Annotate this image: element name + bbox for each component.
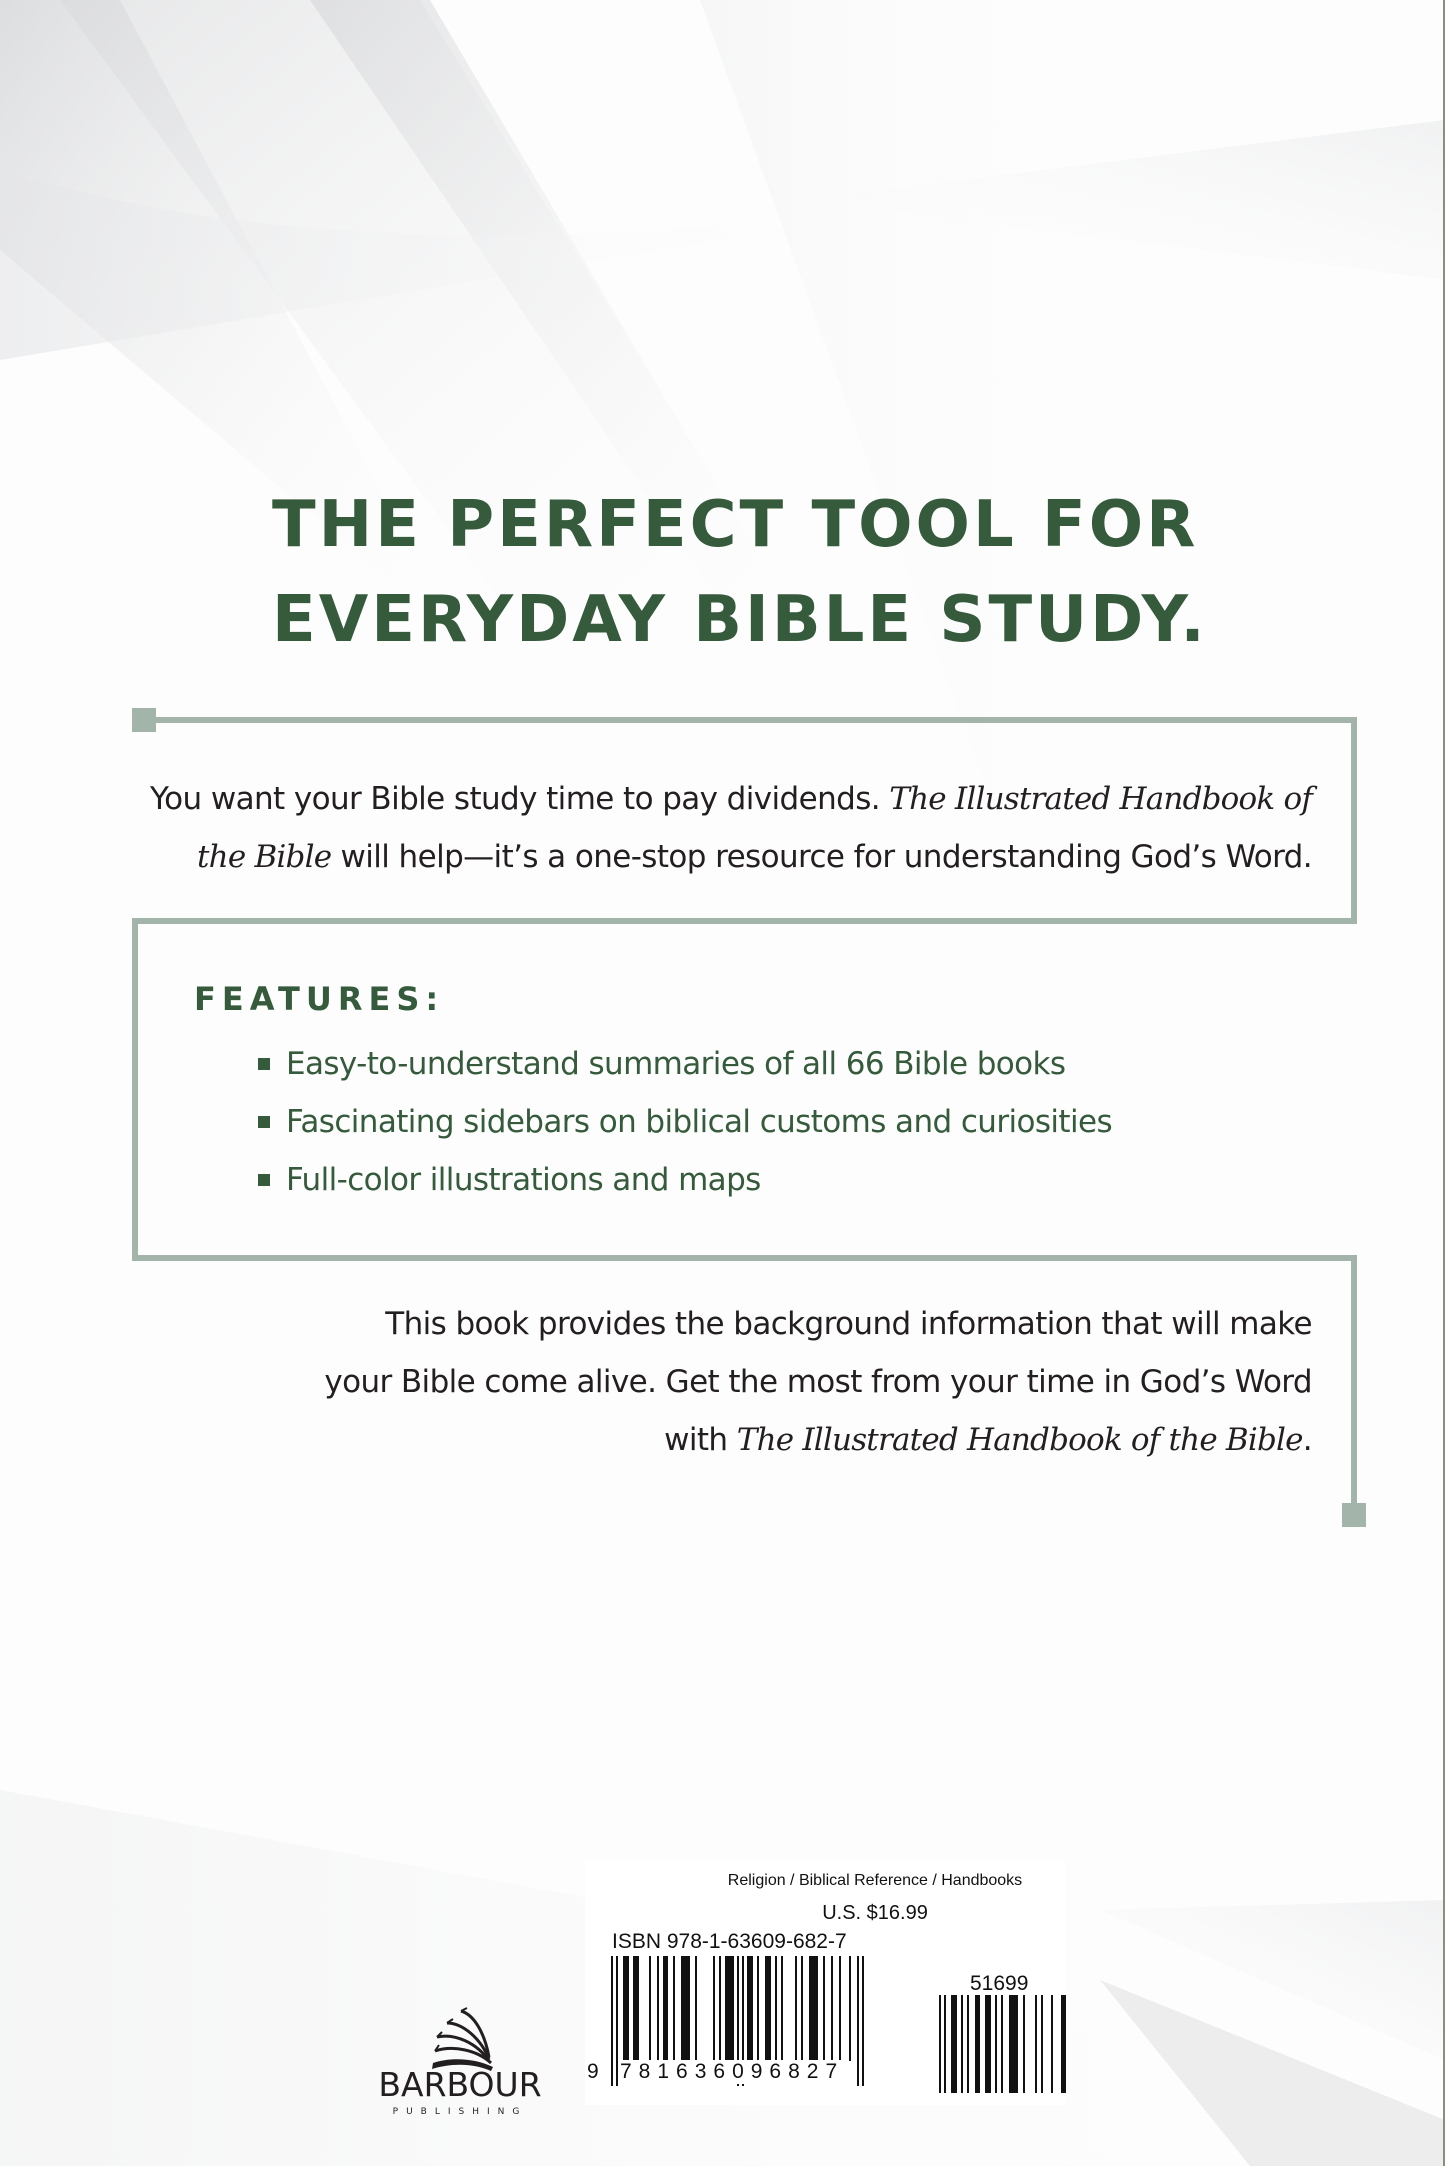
book-title-italic: The Illustrated Handbook of the Bible	[736, 1422, 1303, 1458]
intro-paragraph	[140, 770, 1312, 886]
frame-line-lower	[132, 1255, 1357, 1261]
publisher-name: BARBOUR	[378, 2065, 542, 2104]
feature-text: Full-color illustrations and maps	[286, 1162, 761, 1198]
closing-line-1: This book provides the background information that will make	[385, 1306, 1312, 1342]
feature-item	[258, 1151, 1112, 1209]
feature-text: Easy-to-understand summaries of all 66 Bible books	[286, 1046, 1066, 1082]
square-bullet-icon	[258, 1174, 270, 1186]
barcode-digits: 781636096827	[620, 2060, 845, 2083]
closing-text: with	[664, 1422, 737, 1458]
closing-line-3	[140, 1411, 1312, 1469]
feature-text: Fascinating sidebars on biblical customs and curiosities	[286, 1104, 1112, 1140]
barcode-lead-digit: 9	[587, 2060, 599, 2083]
frame-line-right-1	[1351, 717, 1357, 924]
publisher-subtitle: PUBLISHING	[392, 2107, 528, 2117]
bisac-category: Religion / Biblical Reference / Handbooks	[727, 1872, 1023, 1889]
frame-line-top	[144, 717, 1357, 723]
publisher-logo	[370, 1995, 550, 2130]
feature-item	[258, 1035, 1112, 1093]
addon-barcode-icon	[939, 1995, 1069, 2093]
headline-line-1: THE PERFECT TOOL FOR	[272, 488, 1199, 562]
isbn: ISBN 978-1-63609-682-7	[612, 1930, 847, 1953]
barcode-label	[585, 1860, 1065, 2105]
headline	[272, 478, 1208, 668]
feature-item	[258, 1093, 1112, 1151]
square-bullet-icon	[258, 1058, 270, 1070]
frame-line-middle	[132, 918, 1357, 924]
frame-line-left	[132, 918, 138, 1261]
headline-line-2: EVERYDAY BIBLE STUDY.	[272, 583, 1208, 657]
book-title-italic: The Illustrated Handbook of	[889, 781, 1312, 817]
closing-period: .	[1302, 1422, 1312, 1458]
square-bullet-icon	[258, 1116, 270, 1128]
frame-square-bottom-right	[1342, 1503, 1366, 1527]
closing-line-2: your Bible come alive. Get the most from your time in God’s Word	[324, 1364, 1312, 1400]
features-heading: FEATURES:	[194, 980, 445, 1018]
book-title-italic: the Bible	[197, 839, 332, 875]
price: U.S. $16.99	[822, 1902, 928, 1924]
features-list	[258, 1035, 1112, 1209]
intro-text: You want your Bible study time to pay dividends.	[149, 781, 890, 817]
closing-paragraph	[140, 1295, 1312, 1469]
price-addon-code: 51699	[970, 1972, 1029, 1995]
intro-text: will help—it’s a one-stop resource for understanding God’s Word.	[331, 839, 1312, 875]
frame-line-right-2	[1351, 1255, 1357, 1515]
